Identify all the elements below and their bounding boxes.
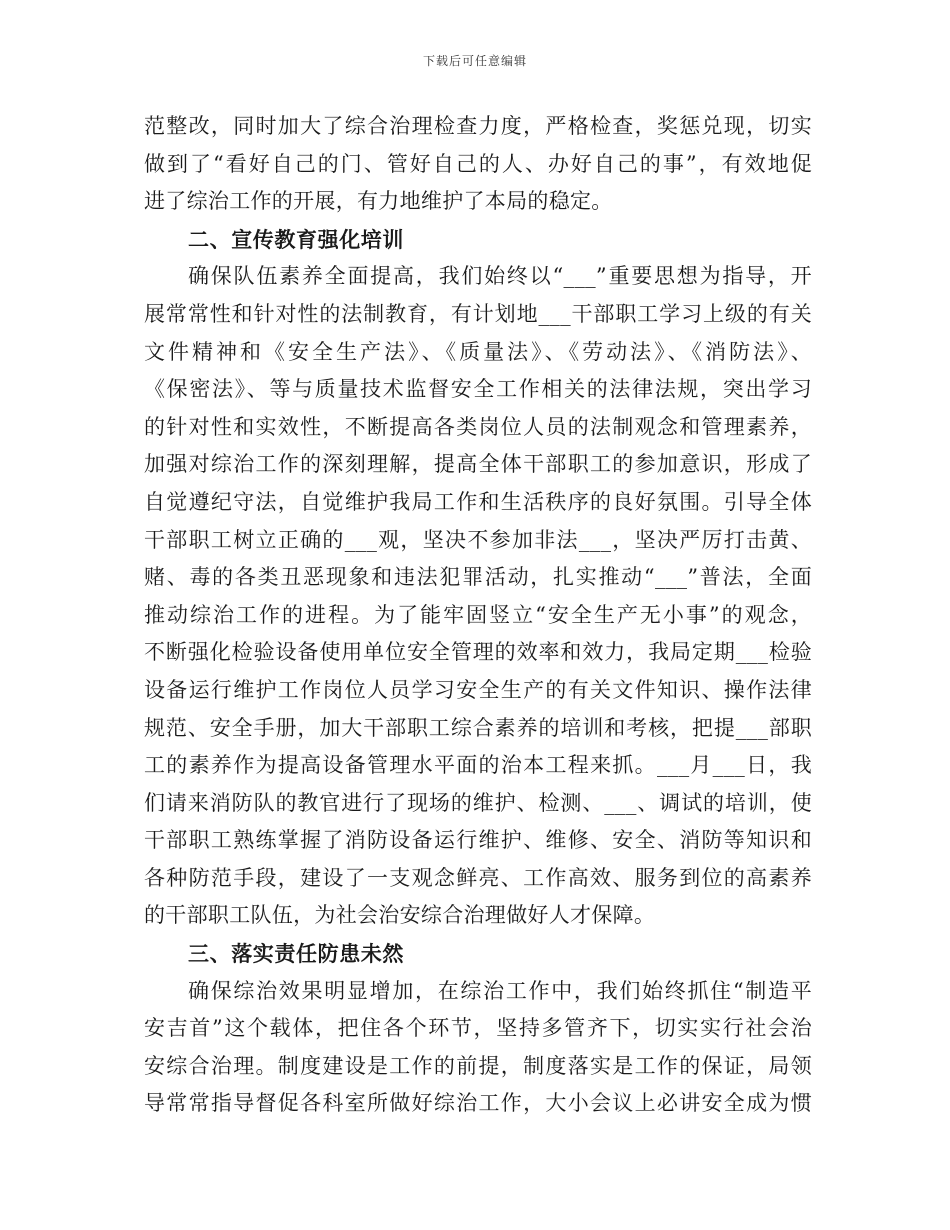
- text-line: 们请来消防队的教官进行了现场的维护、检测、___、调试的培训，使: [144, 790, 812, 815]
- text-line: 加强对综治工作的深刻理解，提高全体干部职工的参加意识，形成了: [144, 452, 812, 477]
- text-line: 文件精神和《安全生产法》、《质量法》、《劳动法》、《消防法》、: [144, 339, 812, 364]
- text-line: 工的素养作为提高设备管理水平面的治本工程来抓。___月___日，我: [144, 753, 812, 778]
- text-line: 推动综治工作的进程。为了能牢固竖立“安全生产无小事”的观念，: [144, 602, 812, 627]
- text-line: 确保综治效果明显增加，在综治工作中，我们始终抓住“制造平: [188, 978, 812, 1003]
- text-line: 设备运行维护工作岗位人员学习安全生产的有关文件知识、操作法律: [144, 677, 812, 702]
- text-line: 展常常性和针对性的法制教育，有计划地___干部职工学习上级的有关: [144, 301, 812, 326]
- text-line: 导常常指导督促各科室所做好综治工作，大小会议上必讲安全成为惯: [144, 1091, 812, 1116]
- text-line: 干部职工熟练掌握了消防设备运行维护、维修、安全、消防等知识和: [144, 828, 812, 853]
- text-line: 自觉遵纪守法，自觉维护我局工作和生活秩序的良好氛围。引导全体: [144, 489, 812, 514]
- document-body: [144, 108, 812, 1123]
- section-heading: 二、宣传教育强化培训: [188, 226, 404, 252]
- text-line: 进了综治工作的开展，有力地维护了本局的稳定。: [144, 189, 613, 214]
- text-line: 确保队伍素养全面提高，我们始终以“___”重要思想为指导，开: [188, 264, 812, 289]
- text-line: 安综合治理。制度建设是工作的前提，制度落实是工作的保证，局领: [144, 1053, 812, 1078]
- text-line: 范整改，同时加大了综合治理检查力度，严格检查，奖惩兑现，切实: [144, 114, 812, 138]
- text-line: 《保密法》、等与质量技术监督安全工作相关的法律法规，突出学习: [144, 377, 812, 402]
- text-line: 不断强化检验设备使用单位安全管理的效率和效力，我局定期___检验: [144, 640, 812, 665]
- text-line: 的干部职工队伍，为社会治安综合治理做好人才保障。: [144, 903, 656, 928]
- text-line: 各种防范手段，建设了一支观念鲜亮、工作高效、服务到位的高素养: [144, 865, 812, 890]
- text-line: 安吉首”这个载体，把住各个环节，坚持多管齐下，切实实行社会治: [144, 1016, 812, 1041]
- text-line: 的针对性和实效性，不断提高各类岗位人员的法制观念和管理素养，: [144, 414, 812, 439]
- text-line: 做到了“看好自己的门、管好自己的人、办好自己的事”，有效地促: [144, 151, 812, 176]
- page-header: 下载后可任意编辑: [422, 54, 527, 68]
- text-line: 规范、安全手册，加大干部职工综合素养的培训和考核，把提___部职: [144, 715, 812, 740]
- text-line: 赌、毒的各类丑恶现象和违法犯罪活动，扎实推动“___”普法，全面: [144, 565, 812, 590]
- section-heading: 三、落实责任防患未然: [188, 941, 404, 967]
- text-line: 干部职工树立正确的___观，坚决不参加非法___，坚决严厉打击黄、: [144, 527, 812, 552]
